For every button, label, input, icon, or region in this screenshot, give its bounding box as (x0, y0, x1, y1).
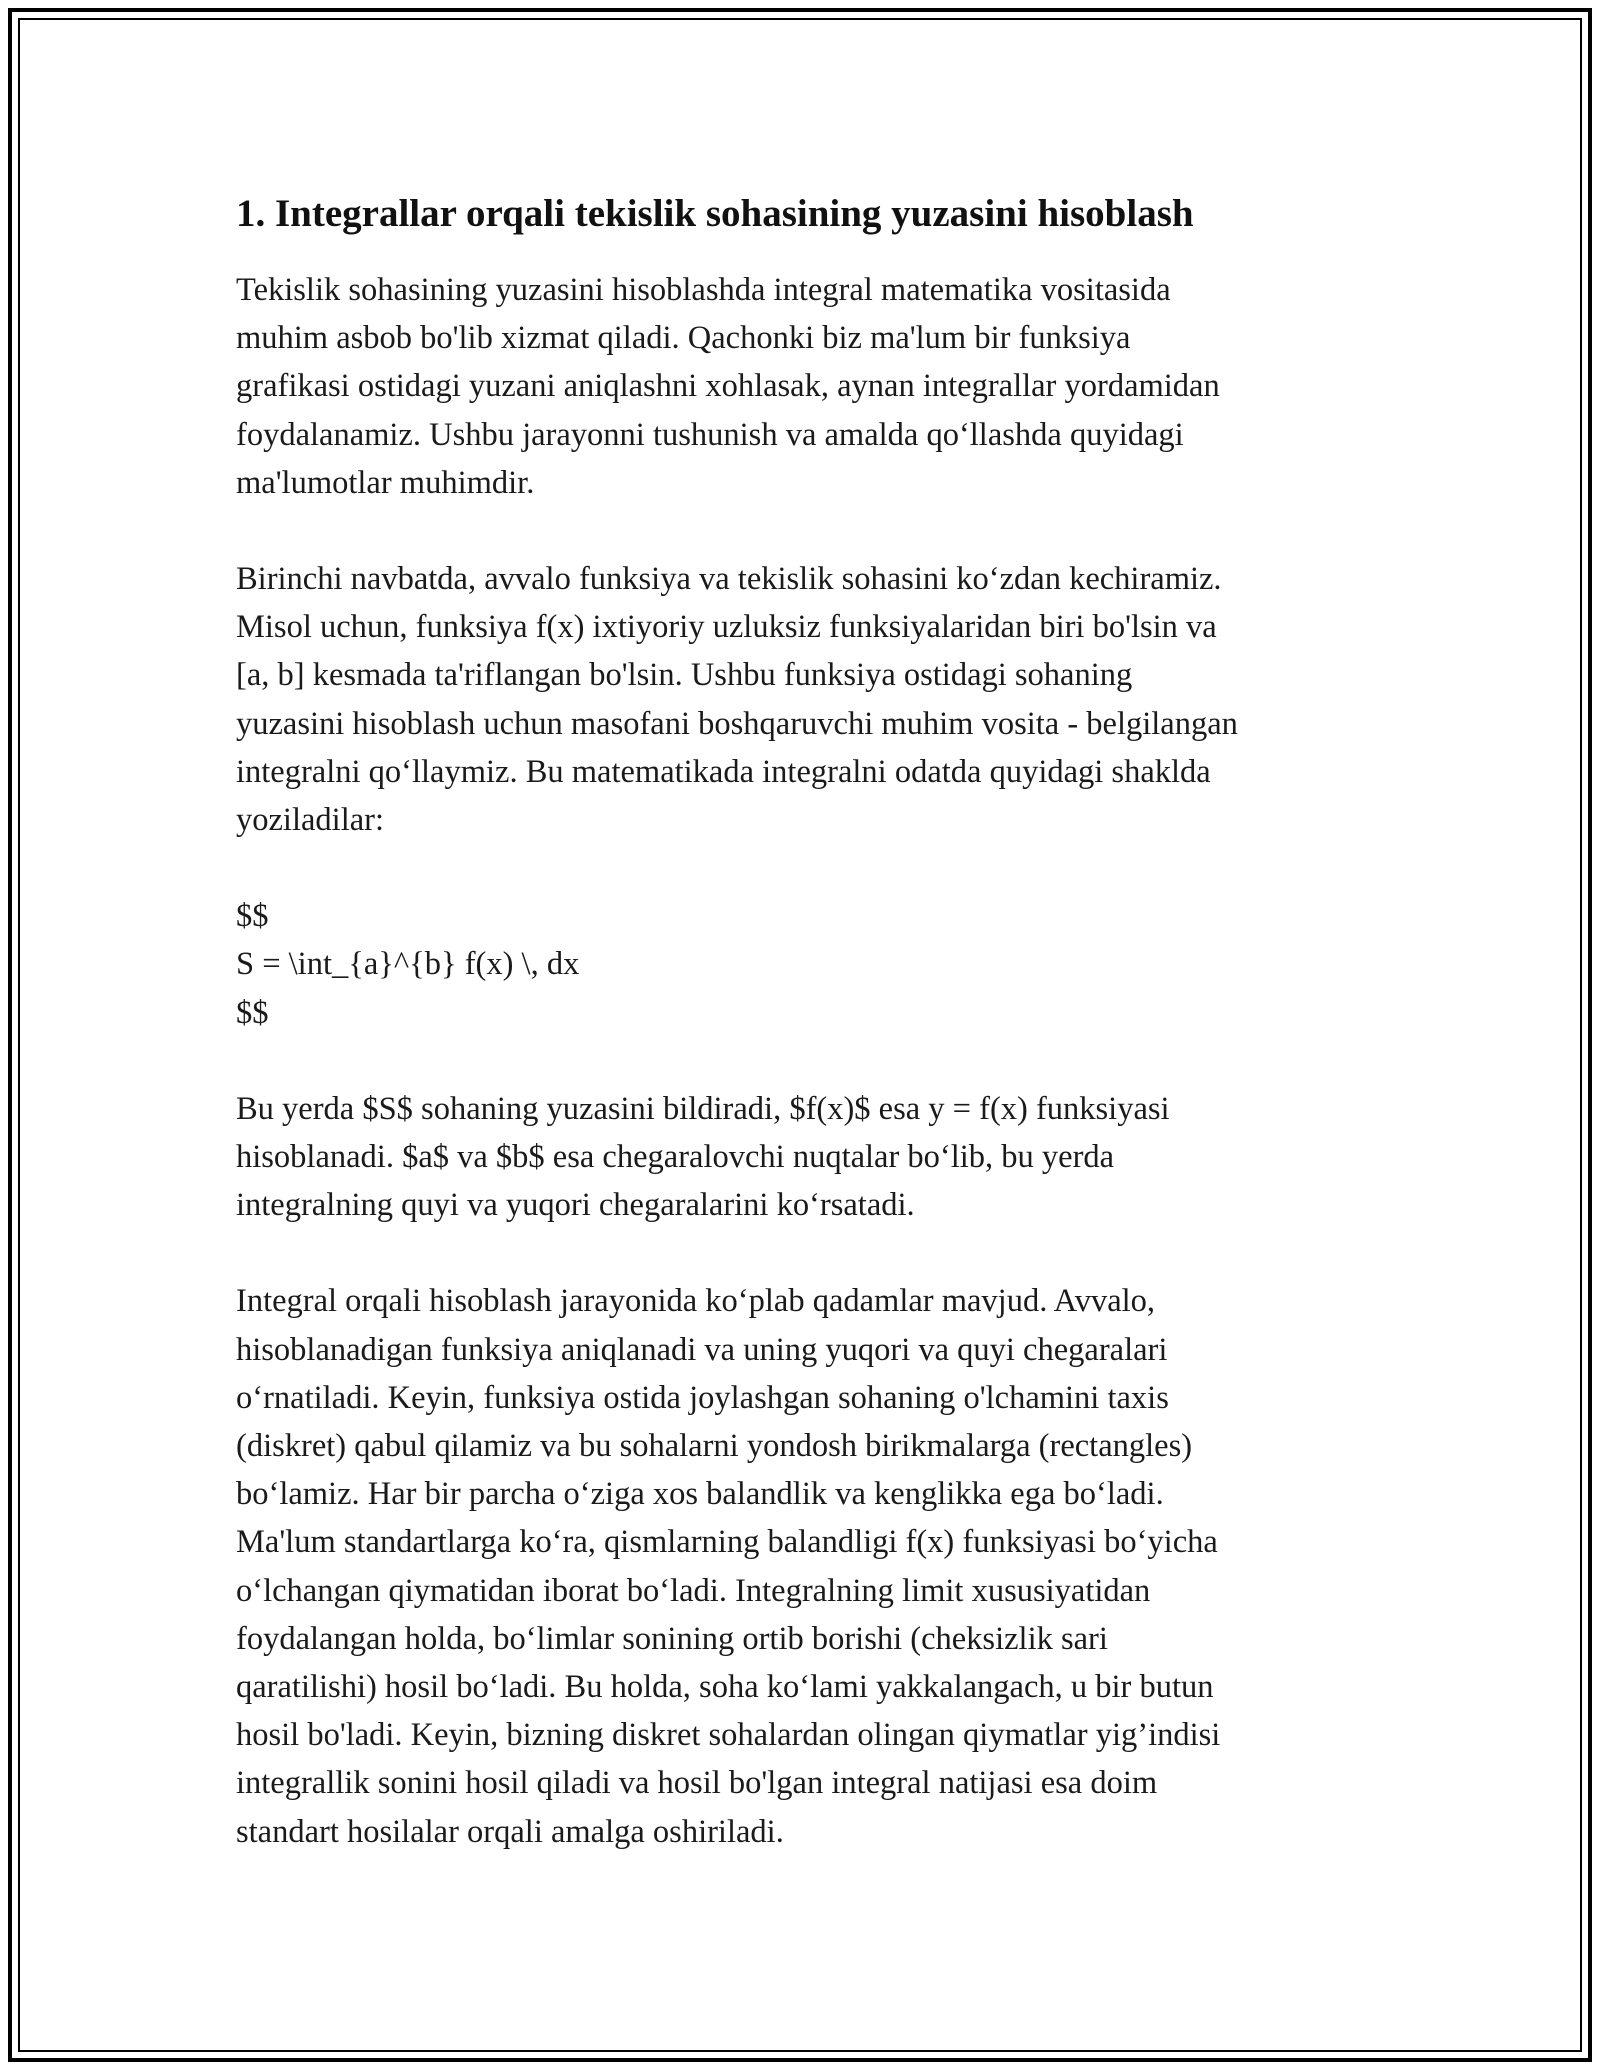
document-body (236, 186, 1396, 1904)
paragraph-process: Integral orqali hisoblash jarayonida ko‘plab qadamlar mavjud. Avvalo, hisoblanadigan funksiya aniqlanadi va uning yuqori va quyi chegaralari o‘rnatiladi. Keyin, funksiya ostida joylashgan sohaning o'lchamini taxis (diskret) qabul qilamiz va bu sohalarni yondosh birikmalarga (rectangles) bo‘lamiz. Har bir parcha o‘ziga xos balandlik va kenglikka ega bo‘ladi. Ma'lum standartlarga ko‘ra, qismlarning balandligi f(x) funksiyasi bo‘yicha o‘lchangan qiymatidan iborat bo‘ladi. Integralning limit xususiyatidan foydalangan holda, bo‘limlar sonining ortib borishi (cheksizlik sari qaratilishi) hosil bo‘ladi. Bu holda, soha ko‘lami yakkalangach, u bir butun hosil bo'ladi. Keyin, bizning diskret sohalardan olingan qiymatlar yig’indisi integrallik sonini hosil qiladi va hosil bo'lgan integral natijasi esa doim standart hosilalar orqali amalga oshiriladi. (236, 1283, 1221, 1850)
paragraph-definition: Birinchi navbatda, avvalo funksiya va tekislik sohasini ko‘zdan kechiramiz. Misol uchun, funksiya f(x) ixtiyoriy uzluksiz funksiyalaridan biri bo'lsin va [a, b] kesmada ta'riflangan bo'lsin. Ushbu funksiya ostidagi sohaning yuzasini hisoblash uchun masofani boshqaruvchi muhim vosita - belgilangan integralni qo‘llaymiz. Bu matematikada integralni odatda quyidagi shaklda yoziladilar: (236, 561, 1238, 839)
section-heading: 1. Integrallar orqali tekislik sohasining yuzasini hisoblash (236, 192, 1194, 235)
paragraph-intro: Tekislik sohasining yuzasini hisoblashda integral matematika vositasida muhim asbob bo'lib xizmat qiladi. Qachonki biz ma'lum bir funksiya grafikasi ostidagi yuzani aniqlashni xohlasak, aynan integrallar yordamidan foydalanamiz. Ushbu jarayonni tushunish va amalda qo‘llashda quyidagi ma'lumotlar muhimdir. (236, 272, 1220, 501)
paragraph-explanation: Bu yerda $S$ sohaning yuzasini bildiradi, $f(x)$ esa y = f(x) funksiyasi hisoblanadi. $a$ va $b$ esa chegaralovchi nuqtalar bo‘lib, bu yerda integralning quyi va yuqori chegaralarini ko‘rsatadi. (236, 1090, 1170, 1224)
formula-block: $$ S = \int_{a}^{b} f(x) \, dx $$ (236, 898, 580, 1031)
